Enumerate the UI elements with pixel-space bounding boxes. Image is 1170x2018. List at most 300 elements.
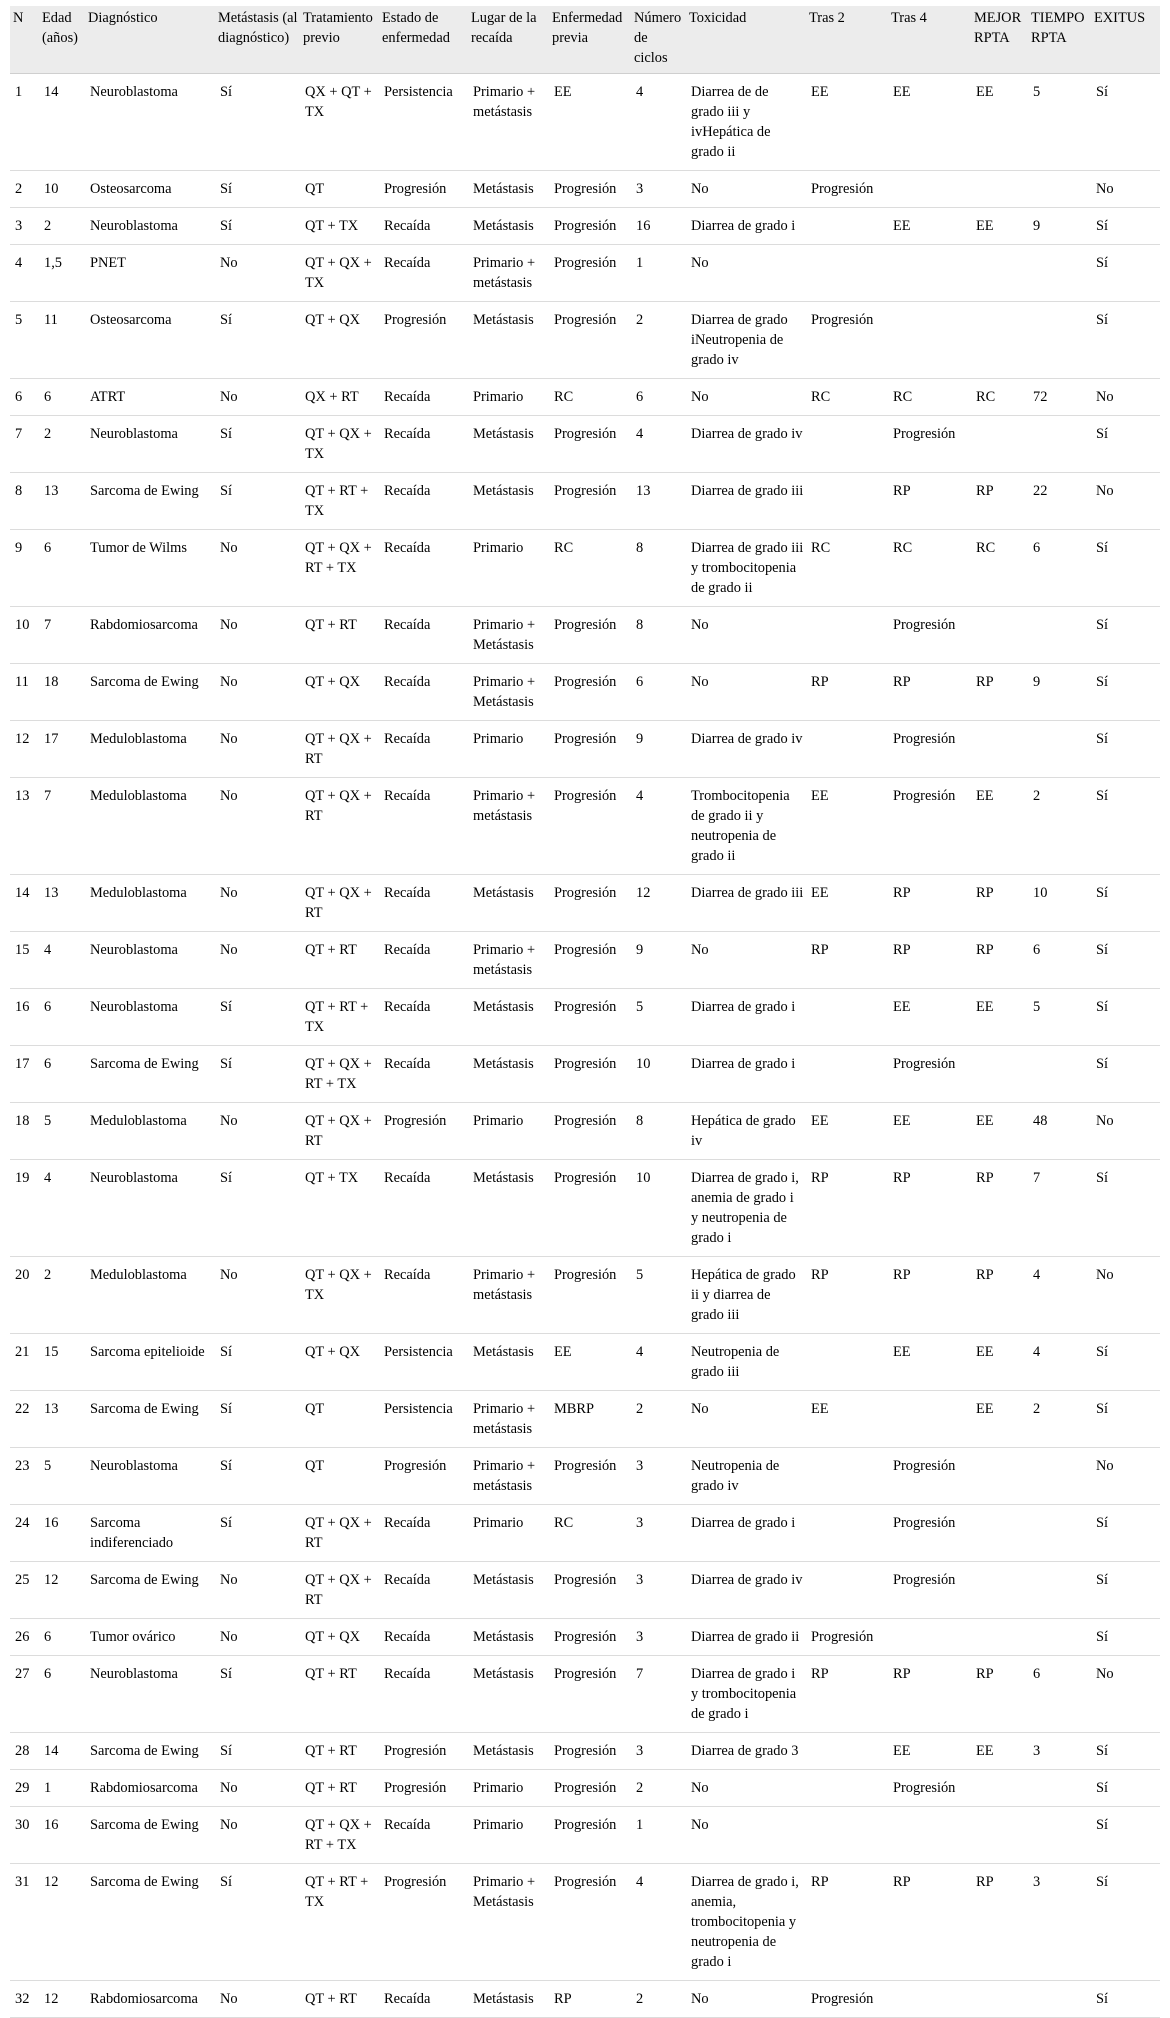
table-cell: RP [806,1257,888,1334]
table-cell: 16 [10,989,39,1046]
table-cell: Primario [468,721,549,778]
table-cell: QT + QX + RT + TX [300,1046,379,1103]
table-cell: 12 [10,721,39,778]
table-cell: Diarrea de grado iii y trombocitopenia de grado ii [686,530,806,607]
table-cell: Persistencia [379,1391,468,1448]
table-cell: QT + QX + RT [300,721,379,778]
table-cell: 5 [39,1448,85,1505]
table-cell: Sí [1091,607,1160,664]
table-cell: Osteosarcoma [85,171,215,208]
table-row [10,1046,1160,1103]
table-cell: RP [888,1160,971,1257]
table-cell: RP [888,473,971,530]
table-cell: 13 [39,473,85,530]
table-cell: 16 [39,1807,85,1864]
table-cell: 27 [10,1656,39,1733]
table-cell: No [215,379,300,416]
table-cell: Sarcoma de Ewing [85,1733,215,1770]
table-cell: 5 [631,1257,686,1334]
table-cell: 15 [39,1334,85,1391]
table-row [10,1981,1160,2018]
table-cell: Progresión [549,778,631,875]
table-cell: 1 [39,1770,85,1807]
table-header [10,6,1160,74]
table-cell: EE [888,989,971,1046]
table-cell: Metástasis [468,416,549,473]
table-cell: Diarrea de grado i [686,1046,806,1103]
table-cell [806,208,888,245]
table-cell: 9 [631,932,686,989]
table-cell: Diarrea de grado i [686,989,806,1046]
table-cell: Sarcoma de Ewing [85,1562,215,1619]
column-header: Lugar de la recaída [468,6,549,74]
table-cell: Sí [1091,1733,1160,1770]
column-header: Toxicidad [686,6,806,74]
table-cell [806,1807,888,1864]
table-cell: 8 [631,1103,686,1160]
table-cell: Recaída [379,1505,468,1562]
table-row [10,473,1160,530]
table-cell: No [215,875,300,932]
table-cell: No [215,530,300,607]
table-cell: Diarrea de de grado iii y ivHepática de grado ii [686,74,806,171]
table-cell: Progresión [888,778,971,875]
table-cell: QT + RT [300,607,379,664]
table-cell [806,1733,888,1770]
column-header: N [10,6,39,74]
table-cell: No [215,1257,300,1334]
table-cell [1028,1448,1091,1505]
table-cell: EE [971,1334,1028,1391]
table-cell [806,607,888,664]
table-cell: 8 [631,607,686,664]
table-cell: Diarrea de grado 3 [686,1733,806,1770]
table-cell [888,171,971,208]
table-cell: No [1091,379,1160,416]
table-cell: EE [806,74,888,171]
table-cell: Progresión [549,416,631,473]
table-cell: Metástasis [468,208,549,245]
table-cell: Sí [215,1160,300,1257]
table-cell: Primario [468,1770,549,1807]
table-cell: Primario + Metástasis [468,607,549,664]
table-cell: Diarrea de grado i, anemia de grado i y neutropenia de grado i [686,1160,806,1257]
table-cell: 16 [39,1505,85,1562]
table-cell: Sí [1091,875,1160,932]
table-cell: No [686,1770,806,1807]
table-cell: Sí [215,74,300,171]
table-cell: Sí [1091,1334,1160,1391]
table-row [10,607,1160,664]
table-cell [1028,1981,1091,2018]
table-cell: Progresión [549,721,631,778]
table-row [10,1864,1160,1981]
table-cell: Diarrea de grado ii [686,1619,806,1656]
table-cell [1028,171,1091,208]
table-cell: Metástasis [468,1562,549,1619]
table-cell: Progresión [549,245,631,302]
table-cell: Primario + metástasis [468,1448,549,1505]
table-cell: RP [971,875,1028,932]
table-cell: Diarrea de grado iv [686,721,806,778]
table-cell: RP [971,1160,1028,1257]
table-cell [1028,1770,1091,1807]
table-cell: Primario [468,1505,549,1562]
table-cell: Sarcoma de Ewing [85,1864,215,1981]
table-cell: RC [888,379,971,416]
table-cell: Neuroblastoma [85,989,215,1046]
table-cell: Progresión [379,1733,468,1770]
table-cell: No [686,245,806,302]
table-cell: QT + QX + RT [300,875,379,932]
table-cell: RC [549,379,631,416]
table-cell: 29 [10,1770,39,1807]
table-cell: 22 [1028,473,1091,530]
table-cell: Primario + metástasis [468,1391,549,1448]
table-cell: 24 [10,1505,39,1562]
table-row [10,1807,1160,1864]
table-cell: Progresión [379,1864,468,1981]
table-cell: Sí [215,416,300,473]
table-cell: Sí [1091,1619,1160,1656]
table-cell: 25 [10,1562,39,1619]
table-cell: 1 [631,1807,686,1864]
table-cell: Progresión [549,1046,631,1103]
table-cell [806,1334,888,1391]
header-row [10,6,1160,74]
table-cell: PNET [85,245,215,302]
table-cell: EE [971,1391,1028,1448]
table-cell: QT + RT [300,1770,379,1807]
table-cell: Sí [215,1864,300,1981]
table-cell: Sí [215,1656,300,1733]
table-cell: 10 [631,1046,686,1103]
table-cell: Neutropenia de grado iii [686,1334,806,1391]
table-cell: ATRT [85,379,215,416]
table-cell: EE [806,778,888,875]
table-row [10,1562,1160,1619]
table-cell: 6 [39,1656,85,1733]
table-cell [971,1046,1028,1103]
table-cell [971,1770,1028,1807]
table-cell: QT + QX + TX [300,1257,379,1334]
table-cell: Progresión [549,1257,631,1334]
table-cell: Progresión [379,1770,468,1807]
table-cell: Primario + metástasis [468,74,549,171]
table-cell: Recaída [379,245,468,302]
table-cell: Primario [468,379,549,416]
table-cell: 14 [10,875,39,932]
table-cell: 5 [39,1103,85,1160]
table-cell: Recaída [379,875,468,932]
table-cell: Progresión [549,208,631,245]
table-cell: Meduloblastoma [85,778,215,875]
table-cell: Recaída [379,473,468,530]
table-cell: 10 [1028,875,1091,932]
table-cell: QT + RT [300,1981,379,2018]
table-cell: Metástasis [468,1733,549,1770]
table-cell: Rabdomiosarcoma [85,607,215,664]
table-cell: 9 [631,721,686,778]
table-cell: Recaída [379,607,468,664]
table-cell: 6 [631,664,686,721]
table-cell: 9 [1028,664,1091,721]
table-cell: Recaída [379,1656,468,1733]
table-cell: No [686,664,806,721]
table-cell: 6 [39,989,85,1046]
table-cell: QT + TX [300,208,379,245]
table-cell: Sí [215,171,300,208]
table-cell: Meduloblastoma [85,1103,215,1160]
table-cell: Progresión [379,1103,468,1160]
table-cell: Rabdomiosarcoma [85,1981,215,2018]
table-cell: 48 [1028,1103,1091,1160]
table-cell: Metástasis [468,1046,549,1103]
table-cell: Hepática de grado iv [686,1103,806,1160]
table-cell [806,473,888,530]
table-cell: 3 [631,1562,686,1619]
table-cell [1028,1807,1091,1864]
table-cell: 4 [39,1160,85,1257]
table-cell: Tumor ovárico [85,1619,215,1656]
table-cell: Progresión [888,1770,971,1807]
table-cell: Progresión [806,302,888,379]
table-cell: Sí [215,302,300,379]
table-cell: Progresión [549,1619,631,1656]
table-cell [971,1807,1028,1864]
table-cell: RC [806,379,888,416]
table-cell [971,1981,1028,2018]
table-cell: 12 [39,1864,85,1981]
table-cell: No [215,245,300,302]
column-header: Enfermedad previa [549,6,631,74]
table-cell: Sí [1091,664,1160,721]
table-cell: 32 [10,1981,39,2018]
table-cell: Osteosarcoma [85,302,215,379]
table-cell: Sí [215,1505,300,1562]
table-cell: EE [888,1334,971,1391]
table-cell: 13 [39,1391,85,1448]
table-cell: EE [888,1103,971,1160]
table-cell: 2 [39,1257,85,1334]
table-cell: Sí [215,1733,300,1770]
table-cell: 9 [1028,208,1091,245]
table-cell: Metástasis [468,1160,549,1257]
table-cell: RC [971,530,1028,607]
table-cell: Recaída [379,664,468,721]
table-cell: RP [806,932,888,989]
table-cell: Sí [1091,1807,1160,1864]
table-cell: 6 [39,379,85,416]
table-cell: 7 [39,607,85,664]
table-cell: Sí [1091,932,1160,989]
table-cell: Metástasis [468,1334,549,1391]
table-cell: 3 [10,208,39,245]
table-cell: 7 [1028,1160,1091,1257]
table-cell: 11 [10,664,39,721]
table-row [10,1733,1160,1770]
table-cell: 13 [10,778,39,875]
table-cell [1028,607,1091,664]
table-cell: Progresión [549,1770,631,1807]
table-cell: 15 [10,932,39,989]
table-cell: Progresión [549,1562,631,1619]
table-row [10,875,1160,932]
table-cell: RP [888,932,971,989]
table-row [10,778,1160,875]
table-cell: 1,5 [39,245,85,302]
table-cell: EE [971,989,1028,1046]
table-cell: 8 [10,473,39,530]
table-cell: Primario + Metástasis [468,664,549,721]
table-row [10,1448,1160,1505]
table-cell: RC [971,379,1028,416]
table-cell: Recaída [379,778,468,875]
table-cell: Recaída [379,721,468,778]
table-cell: QT [300,1391,379,1448]
table-cell: QT [300,171,379,208]
table-cell: 10 [39,171,85,208]
table-cell: Metástasis [468,302,549,379]
table-cell: 2 [631,1391,686,1448]
table-cell [1028,245,1091,302]
table-cell: No [686,607,806,664]
table-cell: 2 [1028,1391,1091,1448]
table-cell: Recaída [379,1807,468,1864]
table-cell [888,1981,971,2018]
table-cell: EE [888,74,971,171]
table-cell: RP [971,1257,1028,1334]
table-cell: Sí [1091,302,1160,379]
table-cell: QT + QX + RT [300,1103,379,1160]
table-cell [806,989,888,1046]
table-cell: 12 [631,875,686,932]
table-cell: EE [888,208,971,245]
table-cell: Progresión [549,1864,631,1981]
table-cell: Sí [215,473,300,530]
table-cell [971,1562,1028,1619]
table-cell: QT + RT [300,1656,379,1733]
table-cell: Progresión [379,171,468,208]
table-row [10,1334,1160,1391]
table-cell: Progresión [888,721,971,778]
table-cell: 3 [1028,1864,1091,1981]
table-cell: 6 [10,379,39,416]
table-cell: No [686,171,806,208]
table-cell: QT + QX [300,664,379,721]
table-row [10,171,1160,208]
table-cell [888,1391,971,1448]
table-row [10,1770,1160,1807]
table-cell: RC [549,1505,631,1562]
table-cell: 20 [10,1257,39,1334]
table-row [10,721,1160,778]
table-cell: RP [806,1160,888,1257]
table-cell: 7 [10,416,39,473]
table-cell: EE [971,1733,1028,1770]
table-cell: No [1091,1257,1160,1334]
table-cell: 2 [10,171,39,208]
table-cell: 3 [631,1505,686,1562]
table-cell: Hepática de grado ii y diarrea de grado iii [686,1257,806,1334]
table-cell: 13 [631,473,686,530]
table-cell: Diarrea de grado i [686,208,806,245]
table-cell: Recaída [379,1619,468,1656]
table-cell: 21 [10,1334,39,1391]
table-cell: EE [971,208,1028,245]
table-cell: Diarrea de grado i [686,1505,806,1562]
table-row [10,932,1160,989]
table-cell: Sí [1091,1160,1160,1257]
table-row [10,74,1160,171]
table-cell [971,1448,1028,1505]
table-cell: RP [971,664,1028,721]
table-cell: Progresión [549,302,631,379]
table-cell [971,607,1028,664]
table-cell: Progresión [806,1619,888,1656]
table-cell [806,416,888,473]
table-cell: No [1091,473,1160,530]
table-cell: Primario + metástasis [468,778,549,875]
table-row [10,245,1160,302]
table-row [10,208,1160,245]
table-cell: QT + QX [300,1334,379,1391]
table-cell: 28 [10,1733,39,1770]
table-cell: 19 [10,1160,39,1257]
table-cell: QT + RT + TX [300,473,379,530]
table-row [10,1656,1160,1733]
table-cell: Progresión [549,1733,631,1770]
table-cell: MBRP [549,1391,631,1448]
table-cell: QT + QX + RT [300,778,379,875]
table-cell: EE [806,1391,888,1448]
table-cell: 9 [10,530,39,607]
table-cell: Sí [1091,245,1160,302]
table-cell: Metástasis [468,1656,549,1733]
table-cell: Recaída [379,530,468,607]
table-cell: RP [971,1656,1028,1733]
table-cell: Recaída [379,932,468,989]
table-cell: Primario [468,530,549,607]
table-cell: Recaída [379,379,468,416]
table-cell: 4 [10,245,39,302]
table-cell: Sí [1091,1562,1160,1619]
table-cell: QT + TX [300,1160,379,1257]
table-cell: Sí [215,1046,300,1103]
table-cell: Progresión [888,607,971,664]
table-cell: Sarcoma de Ewing [85,1391,215,1448]
table-cell: Meduloblastoma [85,875,215,932]
column-header: Número de ciclos [631,6,686,74]
table-cell: RC [549,530,631,607]
table-cell: No [215,607,300,664]
table-cell: EE [888,1733,971,1770]
table-cell: Primario + Metástasis [468,1864,549,1981]
table-cell: Sí [1091,1770,1160,1807]
table-cell: Meduloblastoma [85,721,215,778]
table-cell: No [1091,1103,1160,1160]
table-cell [971,721,1028,778]
table-cell: QT + QX + RT [300,1505,379,1562]
column-header: Estado de enfermedad [379,6,468,74]
table-cell: Neuroblastoma [85,932,215,989]
table-cell: EE [806,1103,888,1160]
table-cell: 4 [631,74,686,171]
table-cell: Neuroblastoma [85,416,215,473]
table-cell: 2 [631,1981,686,2018]
table-cell: Persistencia [379,1334,468,1391]
table-cell: Progresión [549,473,631,530]
